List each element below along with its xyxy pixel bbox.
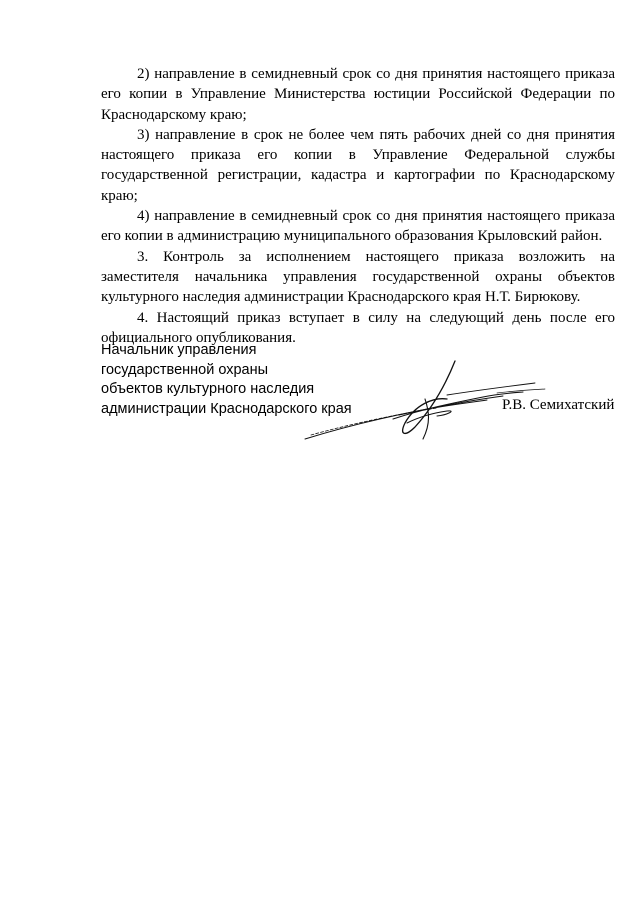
paragraph-item-4: 4) направление в семидневный срок со дня принятия настоящего приказа его копии в администрацию муниципального образования Крыловский район. [101, 208, 615, 245]
position-line-3: объектов культурного наследия [101, 381, 315, 398]
document-body [101, 64, 615, 348]
signature-block [101, 341, 615, 451]
position-line-2: государственной охраны [101, 361, 269, 378]
signer-name: Р.В. Семихатский [502, 397, 615, 413]
position-line-4: администрации Краснодарского края [101, 401, 352, 418]
paragraph-item-2: 2) направление в семидневный срок со дня принятия настоящего приказа его копии в Управление Министерства юстиции Российской Федерации по Краснодарскому краю; [101, 66, 615, 123]
paragraph-control: 3. Контроль за исполнением настоящего приказа возложить на заместителя начальника управления государственной охраны объектов культурного наследия администрации Краснодарского края Н.Т. Бирюкову. [101, 248, 615, 306]
paragraph-effective-date: 4. Настоящий приказ вступает в силу на следующий день после его официального опубликования. [101, 309, 615, 346]
position-line-1: Начальник управления [101, 342, 257, 358]
paragraph-item-3: 3) направление в срок не более чем пять рабочих дней со дня принятия настоящего приказа его копии в Управление Федеральной службы государственной регистрации, кадастра и картографии по Краснодарскому краю; [101, 126, 615, 204]
